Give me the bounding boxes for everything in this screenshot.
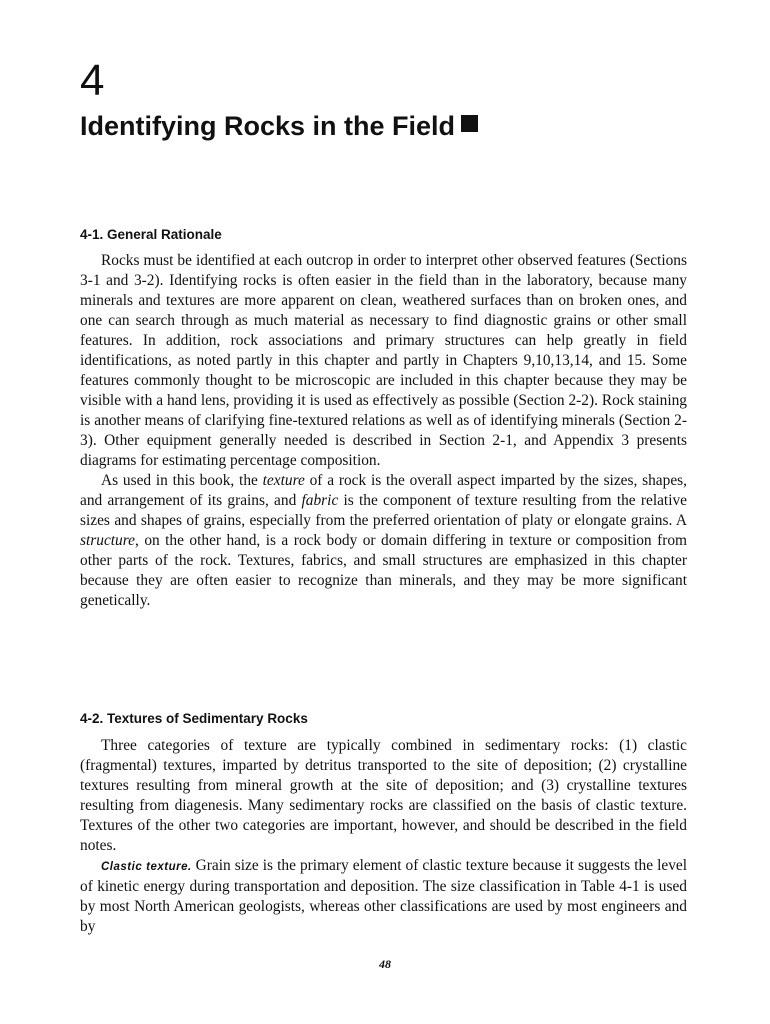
term-texture: texture bbox=[262, 472, 305, 489]
term-fabric: fabric bbox=[301, 492, 339, 509]
chapter-title-text: Identifying Rocks in the Field bbox=[80, 111, 456, 141]
paragraph-clastic-texture: Clastic texture. Grain size is the primary element of clastic texture because it suggests the level of kinetic energy during transportation and deposition. The size classification in Table 4-1 is used by most North American geologists, whereas other classifications are used by most engineers and by bbox=[80, 857, 687, 935]
paragraph-texture-categories: Three categories of texture are typically combined in sedimentary rocks: (1) clastic (fragmental) textures, imparted by detritus transported to the site of deposition; (2) crystalline textures resulting from mineral growth at the site of deposition; and (3) crystalline textures resulting from diagenesis. Many sedimentary rocks are classified on the basis of clastic texture. Textures of the other two categories are important, however, and should be described in the field notes. bbox=[80, 737, 687, 854]
section-4-1-body bbox=[80, 251, 687, 611]
paragraph-general-rationale: Rocks must be identified at each outcrop in order to interpret other observed features (Sections 3-1 and 3-2). Identifying rocks is often easier in the field than in the laboratory, because many minerals and textures are more apparent on clean, weathered surfaces than on broken ones, and one can search through as much material as necessary to find diagnostic grains or other small features. In addition, rock associations and primary structures can help greatly in field identifications, as noted partly in this chapter and partly in Chapters 9,10,13,14, and 15. Some features commonly thought to be microscopic are included in this chapter because they may be visible with a hand lens, providing it is used as effectively as possible (Section 2-2). Rock staining is another means of clarifying fine-textured relations as well as of identifying minerals (Section 2-3). Other equipment generally needed is described in Section 2-1, and Appendix 3 presents diagrams for estimating percentage composition. bbox=[80, 252, 687, 469]
section-heading-4-1: 4-1. General Rationale bbox=[80, 227, 222, 242]
square-bullet-icon bbox=[461, 115, 478, 132]
paragraph-texture-definitions: As used in this book, the texture of a rock is the overall aspect imparted by the sizes, shapes, and arrangement of its grains, and fabric is the component of texture resulting from the relative sizes and shapes of grains, especially from the preferred orientation of platy or elongate grains. A structure, on the other hand, is a rock body or domain differing in texture or composition from other parts of the rock. Textures, fabrics, and small structures are emphasized in this chapter because they are often easier to recognize than minerals, and they may be more significant genetically. bbox=[80, 472, 688, 609]
page-number: 48 bbox=[379, 957, 391, 971]
chapter-title bbox=[80, 108, 478, 144]
term-structure: structure bbox=[80, 532, 136, 549]
section-4-2-body bbox=[80, 736, 687, 937]
chapter-number: 4 bbox=[80, 56, 105, 105]
runin-heading-clastic-texture: Clastic texture. bbox=[101, 861, 192, 873]
section-heading-4-2: 4-2. Textures of Sedimentary Rocks bbox=[80, 711, 308, 726]
